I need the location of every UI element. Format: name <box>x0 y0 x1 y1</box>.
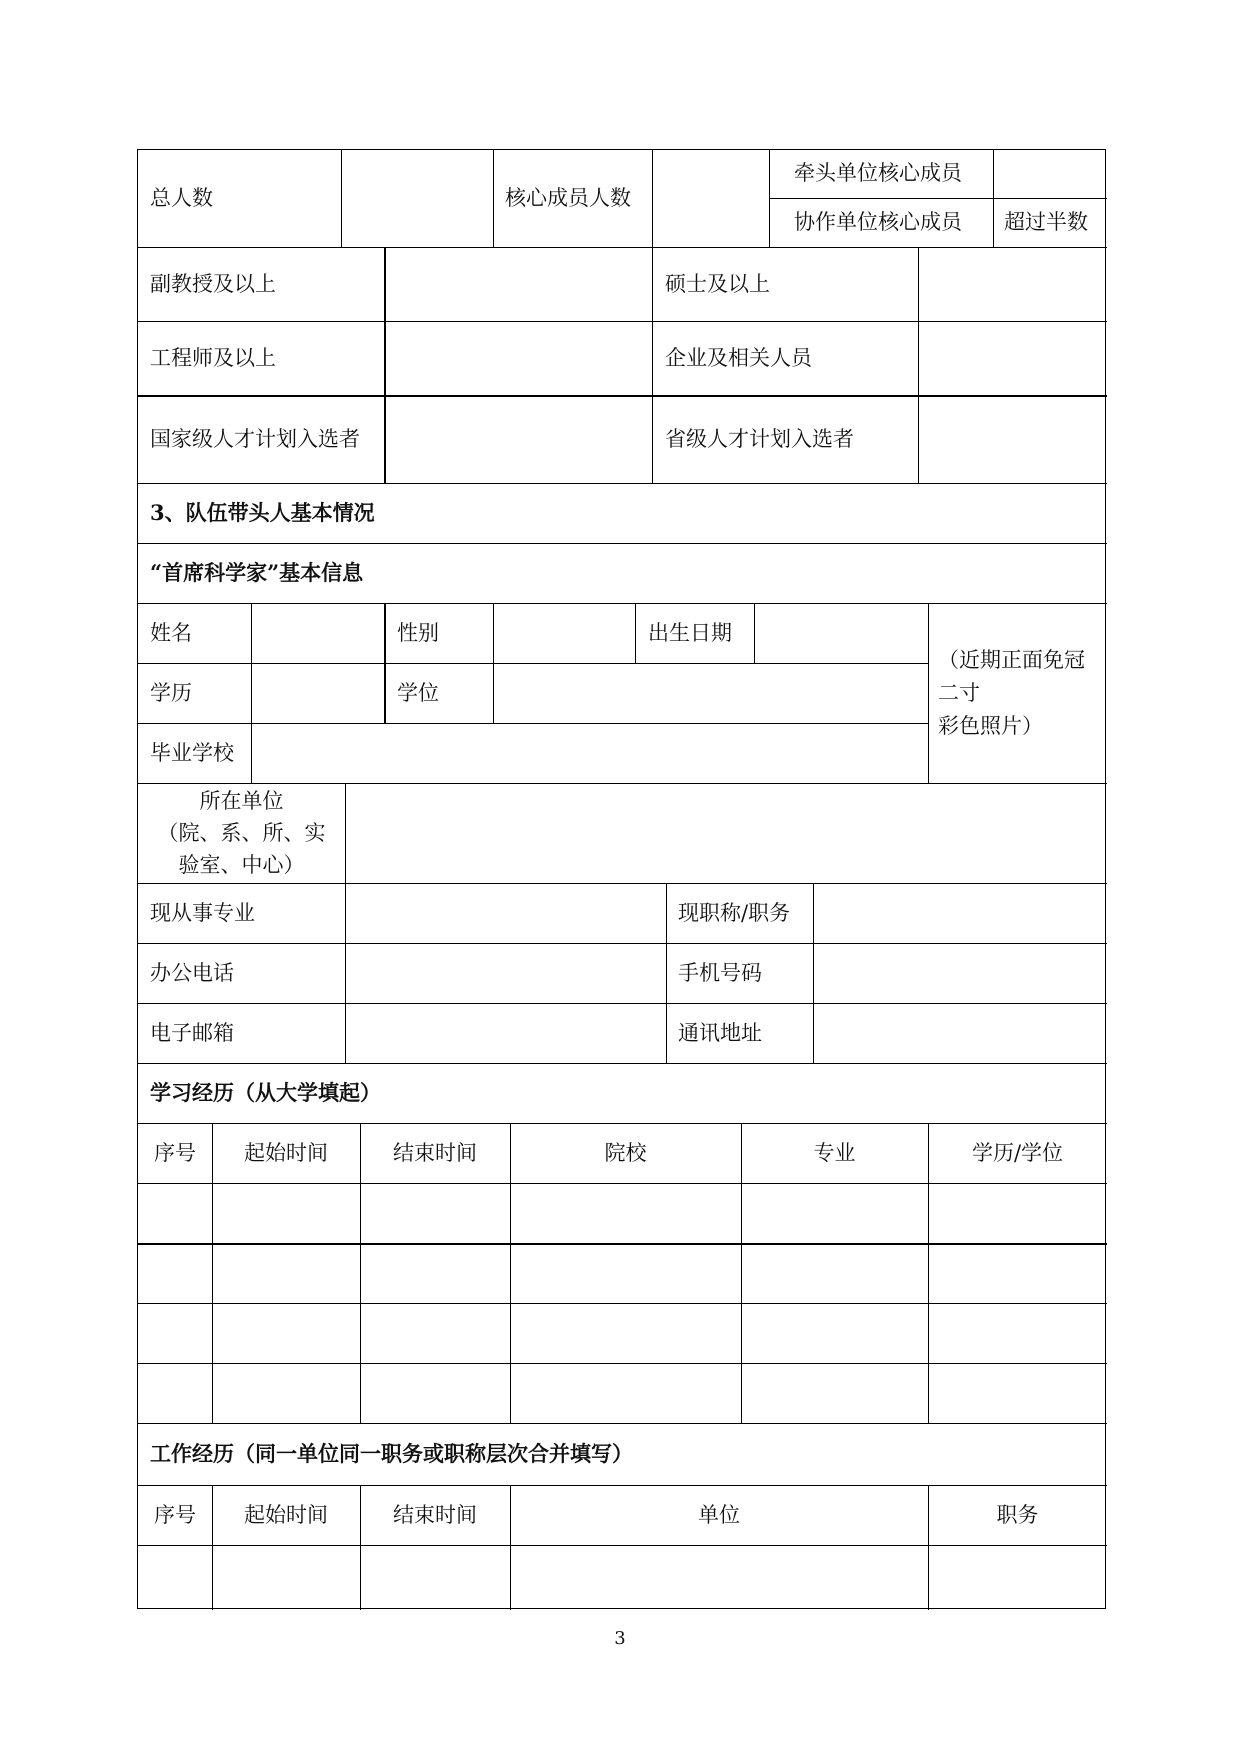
provincial-talent-label: 省级人才计划入选者 <box>665 427 854 451</box>
photo-note-line1: （近期正面免冠 <box>938 648 1085 672</box>
application-form-table <box>137 149 1106 1609</box>
work-header-position: 职务 <box>996 1503 1039 1527</box>
col-divider <box>652 247 653 483</box>
row-divider <box>138 1003 1107 1004</box>
enterprise-label: 企业及相关人员 <box>665 346 812 370</box>
col-divider <box>212 1123 213 1423</box>
col-divider <box>666 883 667 1063</box>
col-divider <box>928 603 929 783</box>
study-header-start: 起始时间 <box>244 1141 328 1165</box>
row-divider <box>138 883 1107 884</box>
row-divider <box>138 1363 1107 1364</box>
unit-label-line3: 验室、中心） <box>178 853 305 877</box>
degree-label: 学位 <box>397 681 439 705</box>
row-divider <box>138 603 1107 604</box>
national-talent-label: 国家级人才计划入选者 <box>150 427 360 451</box>
section-title: 3、队伍带头人基本情况 <box>150 500 375 525</box>
col-divider <box>493 150 494 247</box>
scientist-info-title: “首席科学家”基本信息 <box>150 560 364 585</box>
core-count-label: 核心成员人数 <box>505 186 631 210</box>
row-divider <box>138 723 928 724</box>
row-divider <box>138 783 1107 784</box>
row-divider <box>769 198 1107 199</box>
row-divider <box>138 247 1107 248</box>
email-label: 电子邮箱 <box>150 1021 234 1045</box>
col-divider <box>635 603 636 663</box>
study-header-degree: 学历/学位 <box>971 1141 1064 1165</box>
mobile-label: 手机号码 <box>678 961 762 985</box>
row-divider <box>138 1423 1107 1424</box>
row-divider <box>138 1303 1107 1304</box>
col-divider <box>360 1123 361 1423</box>
col-divider <box>652 150 653 247</box>
school-label: 毕业学校 <box>150 741 234 765</box>
engineer-label: 工程师及以上 <box>150 346 276 370</box>
work-header-seq: 序号 <box>154 1503 196 1527</box>
row-divider <box>138 483 1107 484</box>
address-label: 通讯地址 <box>678 1021 762 1045</box>
col-divider <box>251 603 252 783</box>
col-divider <box>741 1123 742 1423</box>
lead-core-label: 牵头单位核心成员 <box>794 161 962 185</box>
row-divider <box>138 1183 1107 1184</box>
work-header-start: 起始时间 <box>244 1503 328 1527</box>
work-header-unit: 单位 <box>698 1503 740 1527</box>
photo-note-line3: 彩色照片） <box>938 714 1043 738</box>
col-divider <box>754 603 755 663</box>
row-divider <box>138 1243 1107 1245</box>
study-header-school: 院校 <box>604 1141 647 1165</box>
unit-label-line1: 所在单位 <box>199 789 284 813</box>
col-divider <box>993 150 994 247</box>
row-divider <box>138 1123 1107 1124</box>
work-history-title: 工作经历（同一单位同一职务或职称层次合并填写） <box>150 1441 633 1466</box>
study-header-end: 结束时间 <box>393 1141 477 1165</box>
study-header-major: 专业 <box>813 1141 856 1165</box>
page-number: 3 <box>614 1628 626 1649</box>
col-divider <box>918 247 919 483</box>
row-divider <box>138 395 1107 397</box>
master-label: 硕士及以上 <box>665 272 770 296</box>
col-divider <box>493 603 494 723</box>
col-divider <box>813 883 814 1063</box>
total-count-label: 总人数 <box>150 186 213 210</box>
study-header-seq: 序号 <box>154 1141 196 1165</box>
unit-label-line2: （院、系、所、实 <box>157 821 326 845</box>
row-divider <box>138 943 1107 944</box>
birth-date-label: 出生日期 <box>648 621 732 645</box>
assoc-prof-label: 副教授及以上 <box>150 272 276 296</box>
coop-core-value: 超过半数 <box>1004 210 1088 234</box>
photo-note-line2: 二寸 <box>938 681 980 705</box>
row-divider <box>138 543 1107 544</box>
gender-label: 性别 <box>397 621 439 645</box>
education-label: 学历 <box>150 681 192 705</box>
row-divider <box>138 663 928 664</box>
major-label: 现从事专业 <box>150 901 255 925</box>
work-header-end: 结束时间 <box>393 1503 477 1527</box>
col-divider <box>384 603 386 723</box>
col-divider <box>384 247 386 483</box>
name-label: 姓名 <box>150 621 192 645</box>
col-divider <box>769 150 770 247</box>
col-divider <box>928 1123 929 1423</box>
row-divider <box>138 1545 1107 1546</box>
col-divider <box>341 150 342 247</box>
study-history-title: 学习经历（从大学填起） <box>150 1080 381 1105</box>
office-phone-label: 办公电话 <box>150 961 234 985</box>
row-divider <box>138 1063 1107 1064</box>
title-position-label: 现职称/职务 <box>678 901 791 925</box>
col-divider <box>510 1123 511 1423</box>
row-divider <box>138 321 1107 322</box>
coop-core-label: 协作单位核心成员 <box>794 210 962 234</box>
col-divider <box>345 783 346 1063</box>
row-divider <box>138 1485 1107 1486</box>
